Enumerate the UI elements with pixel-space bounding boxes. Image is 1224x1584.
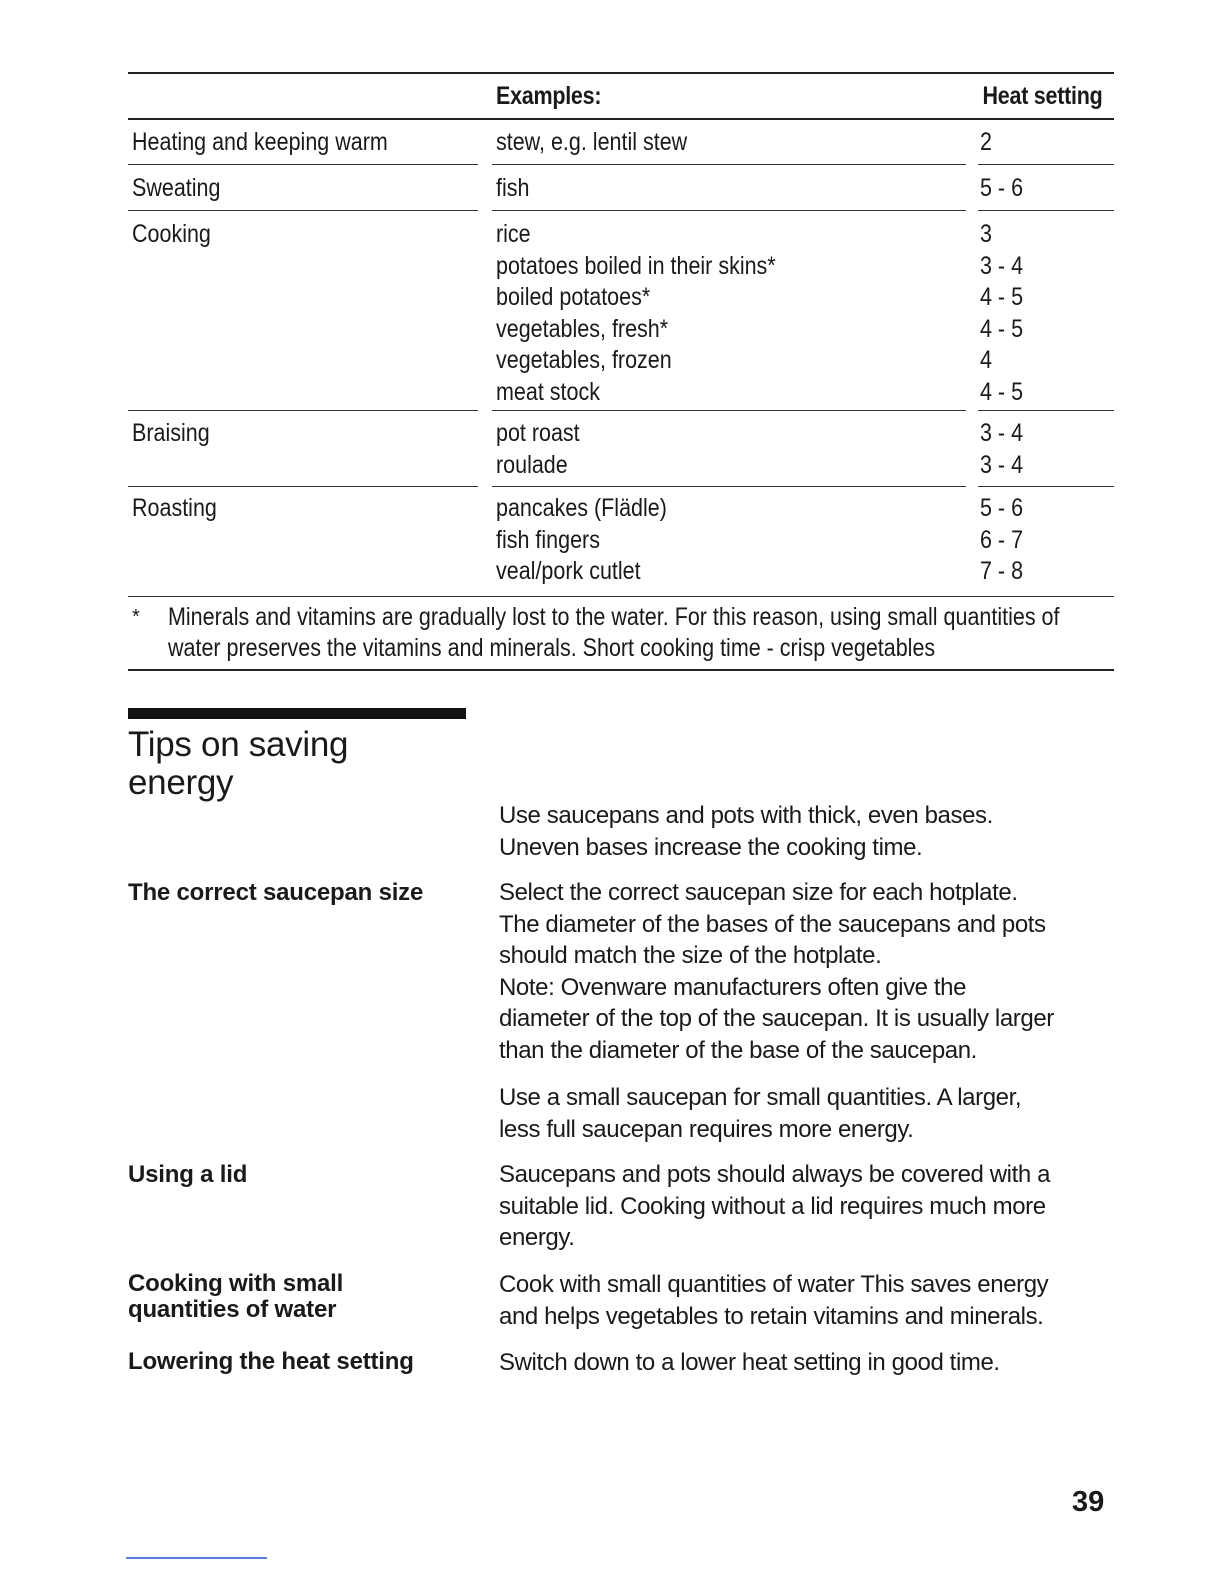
tip-paragraph: Cook with small quantities of water This saves energy and helps vegetables to retain vitamins and minerals. [499, 1271, 1049, 1330]
row-category: Roasting [132, 494, 217, 522]
footer-rule [126, 1557, 267, 1559]
table-top-rule [128, 72, 1114, 74]
row-setting: 3 [980, 220, 992, 248]
table-header-rule [128, 118, 1114, 120]
row-category: Heating and keeping warm [132, 128, 388, 156]
row-setting: 6 - 7 [980, 525, 1024, 554]
tip-label-saucepan-size: The correct saucepan size [128, 879, 424, 906]
row-example: potatoes boiled in their skins* [496, 251, 776, 280]
row-setting: 2 [980, 128, 992, 156]
row-setting: 5 - 6 [980, 174, 1024, 202]
row-example: pot roast [496, 419, 580, 447]
section-title: Tips on saving energy [128, 725, 349, 802]
row-example: fish [496, 174, 530, 202]
row-example: pancakes (Flädle) [496, 494, 667, 522]
tip-paragraph: Saucepans and pots should always be covered with a suitable lid. Cooking without a lid requires much more energy. [499, 1161, 1051, 1251]
row-setting: 4 - 5 [980, 377, 1024, 406]
row-setting: 3 - 4 [980, 419, 1024, 447]
page-number: 39 [1072, 1486, 1105, 1518]
row-category: Sweating [132, 174, 221, 202]
row-example: vegetables, fresh* [496, 314, 669, 343]
row-setting: 4 [980, 346, 992, 374]
column-header-examples: Examples: [496, 82, 602, 110]
row-setting: 5 - 6 [980, 494, 1024, 522]
row-category: Braising [132, 419, 210, 447]
row-example: stew, e.g. lentil stew [496, 128, 688, 156]
tip-label-small-quantities: Cooking with small quantities of water [128, 1270, 344, 1323]
section-marker-bar [128, 708, 466, 719]
row-category: Cooking [132, 220, 211, 248]
row-setting: 3 - 4 [980, 251, 1024, 280]
row-example: fish fingers [496, 525, 600, 554]
row-example: veal/pork cutlet [496, 557, 641, 585]
footnote-line: water preserves the vitamins and minerals. Short cooking time - crisp vegetables [168, 634, 936, 662]
row-example: vegetables, frozen [496, 346, 672, 374]
tip-paragraph: Use a small saucepan for small quantities. A larger, less full saucepan requires more energy. [499, 1084, 1022, 1143]
row-example: boiled potatoes* [496, 283, 651, 311]
intro-paragraph: Use saucepans and pots with thick, even bases. Uneven bases increase the cooking time. [499, 802, 993, 861]
tip-label-lower-heat: Lowering the heat setting [128, 1348, 414, 1375]
row-example: meat stock [496, 377, 600, 406]
row-setting: 7 - 8 [980, 557, 1024, 585]
row-setting: 4 - 5 [980, 314, 1024, 343]
tip-paragraph: Select the correct saucepan size for each hotplate. The diameter of the bases of the saucepans and pots should match the size of the hotplate. Note: Ovenware manufacturers often give the diameter of the top of the saucepan. It is usually larger than the diameter of the base of the saucepan. [499, 879, 1054, 1064]
column-header-heat-setting: Heat setting [982, 82, 1102, 110]
footnote-line: Minerals and vitamins are gradually lost to the water. For this reason, using small quantities of [168, 603, 1060, 631]
footnote-marker: * [132, 606, 140, 628]
table-bottom-rule [128, 669, 1114, 671]
row-example: roulade [496, 450, 568, 479]
row-setting: 4 - 5 [980, 283, 1024, 311]
tip-label-using-lid: Using a lid [128, 1161, 248, 1188]
tip-paragraph: Switch down to a lower heat setting in good time. [499, 1349, 1000, 1376]
row-setting: 3 - 4 [980, 450, 1024, 479]
row-example: rice [496, 220, 531, 248]
